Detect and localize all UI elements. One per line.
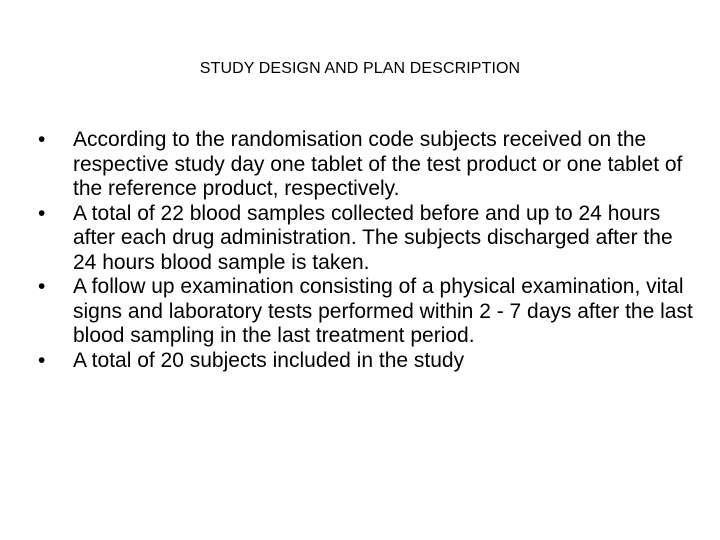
bullet-text: A total of 20 subjects included in the study — [73, 348, 465, 372]
bullet-dot-icon: • — [38, 128, 46, 151]
bullet-dot-icon: • — [38, 275, 46, 298]
bullet-item — [38, 202, 698, 276]
bullet-text: A follow up examination consisting of a physical examination, vital signs and laboratory tests performed within 2 - 7 days after the last blood sampling in the last treatment period. — [73, 275, 693, 347]
bullet-item — [38, 349, 698, 374]
bullet-list — [38, 128, 698, 373]
bullet-item — [38, 128, 698, 202]
bullet-dot-icon: • — [38, 201, 46, 225]
slide-title: STUDY DESIGN AND PLAN DESCRIPTION — [199, 60, 521, 77]
bullet-text: According to the randomisation code subjects received on the respective study day one tablet of the test product or one tablet of the reference product, respectively. — [73, 128, 683, 200]
bullet-item — [38, 275, 698, 349]
bullet-text: A total of 22 blood samples collected before and up to 24 hours after each drug administration. The subjects discharged after the 24 hours blood sample is taken. — [73, 201, 673, 274]
bullet-dot-icon: • — [38, 348, 46, 372]
